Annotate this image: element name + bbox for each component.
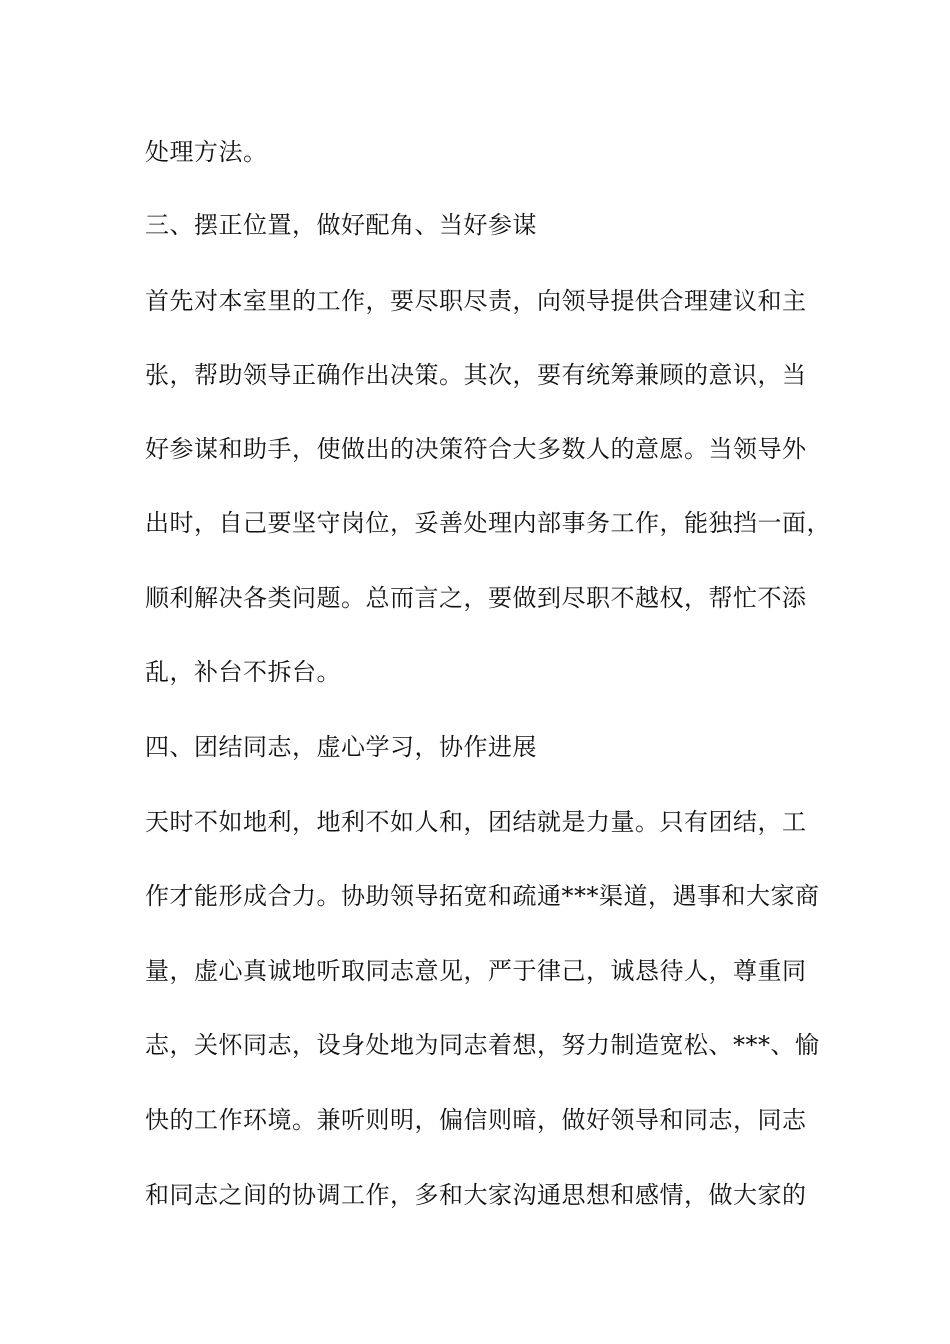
section-heading-3: 三、摆正位置，做好配角、当好参谋 [145, 211, 537, 239]
text-line: 量，虚心真诚地听取同志意见，严于律己，诚恳待人，尊重同 [145, 957, 807, 985]
text-line: 和同志之间的协调工作，多和大家沟通思想和感情，做大家的 [145, 1181, 807, 1209]
text-line: 志，关怀同志，设身处地为同志着想，努力制造宽松、***、愉 [145, 1031, 820, 1059]
text-line: 处理方法。 [145, 138, 268, 166]
text-line: 顺利解决各类问题。总而言之，要做到尽职不越权，帮忙不添 [145, 584, 807, 612]
text-line: 乱，补台不拆台。 [145, 658, 341, 686]
text-line: 出时，自己要坚守岗位，妥善处理内部事务工作，能独挡一面， [145, 509, 831, 537]
text-line: 作才能形成合力。协助领导拓宽和疏通***渠道，遇事和大家商 [145, 882, 820, 910]
text-line: 天时不如地利，地利不如人和，团结就是力量。只有团结，工 [145, 808, 807, 836]
text-line: 好参谋和助手，使做出的决策符合大多数人的意愿。当领导外 [145, 435, 807, 463]
text-line: 首先对本室里的工作，要尽职尽责，向领导提供合理建议和主 [145, 287, 807, 315]
text-line: 快的工作环境。兼听则明，偏信则暗，做好领导和同志，同志 [145, 1106, 807, 1134]
section-heading-4: 四、团结同志，虚心学习，协作进展 [145, 733, 537, 761]
text-line: 张，帮助领导正确作出决策。其次，要有统筹兼顾的意识，当 [145, 361, 807, 389]
